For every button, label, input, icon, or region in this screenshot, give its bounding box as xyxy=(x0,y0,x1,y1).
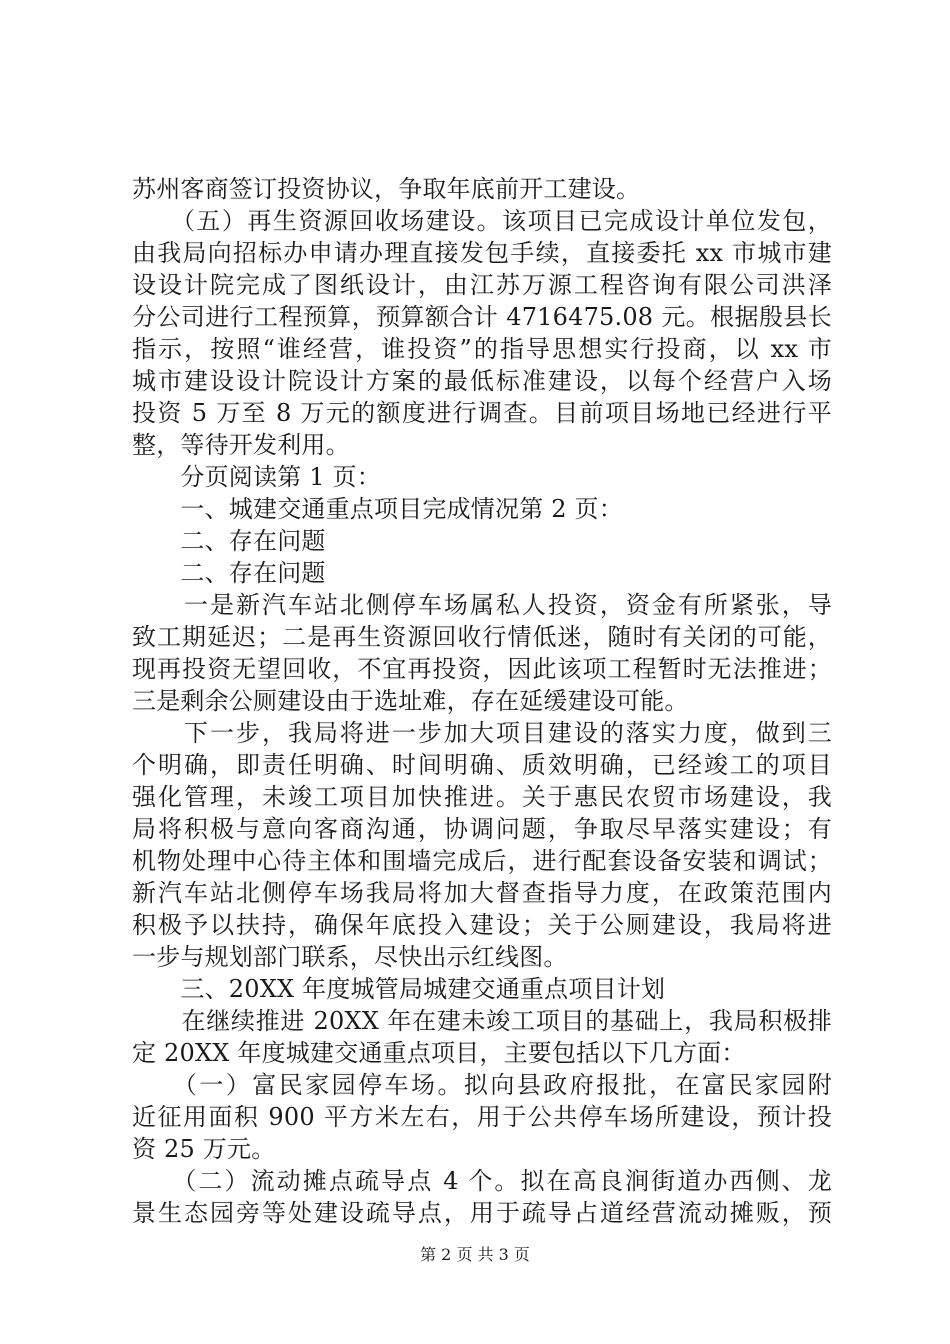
text-line: （二）流动摊点疏导点 4 个。拟在高良涧街道办西侧、龙 xyxy=(132,1167,832,1195)
section-heading: 三、20XX 年度城管局城建交通重点项目计划 xyxy=(132,975,666,1003)
text-line: 指示，按照“谁经营，谁投资”的指导思想实行投商，以 xx 市 xyxy=(132,335,832,363)
text-line: 在继续推进 20XX 年在建未竣工项目的基础上，我局积极排 xyxy=(132,1007,832,1035)
text-line: 近征用面积 900 平方米左右，用于公共停车场所建设，预计投 xyxy=(132,1103,832,1131)
text-line: 设设计院完成了图纸设计，由江苏万源工程咨询有限公司洪泽 xyxy=(132,271,832,299)
text-line: 分公司进行工程预算，预算额合计 4716475.08 元。根据殷县长 xyxy=(132,303,832,331)
text-line: 由我局向招标办申请办理直接发包手续，直接委托 xx 市城市建 xyxy=(132,239,832,267)
text-line: 强化管理，未竣工项目加快推进。关于惠民农贸市场建设，我 xyxy=(132,783,832,811)
text-line: 一是新汽车站北侧停车场属私人投资，资金有所紧张，导 xyxy=(132,591,832,619)
text-line: 定 20XX 年度城建交通重点项目，主要包括以下几方面： xyxy=(132,1039,746,1067)
page-number-footer: 第 2 页 共 3 页 xyxy=(420,1245,530,1264)
text-line: 投资 5 万至 8 万元的额度进行调查。目前项目场地已经进行平 xyxy=(132,399,832,427)
text-line: 整，等待开发利用。 xyxy=(132,431,350,459)
text-line: 一、城建交通重点项目完成情况第 2 页： xyxy=(132,495,623,523)
text-line: 分页阅读第 1 页： xyxy=(132,463,381,491)
text-line: 个明确，即责任明确、时间明确、质效明确，已经竣工的项目 xyxy=(132,751,832,779)
text-line: 三是剩余公厕建设由于选址难，存在延缓建设可能。 xyxy=(132,687,689,715)
text-line: （五）再生资源回收场建设。该项目已完成设计单位发包， xyxy=(132,207,832,235)
text-line: 致工期延迟；二是再生资源回收行情低迷，随时有关闭的可能， xyxy=(132,623,832,651)
text-line: 二、存在问题 xyxy=(132,527,326,555)
text-line: 景生态园旁等处建设疏导点，用于疏导占道经营流动摊贩，预 xyxy=(132,1199,832,1227)
text-line: 下一步，我局将进一步加大项目建设的落实力度，做到三 xyxy=(132,719,832,747)
text-line: 资 25 万元。 xyxy=(132,1135,276,1163)
text-line: 城市建设设计院设计方案的最低标准建设，以每个经营户入场 xyxy=(132,367,832,395)
text-line: 一步与规划部门联系，尽快出示红线图。 xyxy=(132,943,568,971)
text-line: 现再投资无望回收，不宜再投资，因此该项工程暂时无法推进； xyxy=(132,655,832,683)
text-line: 新汽车站北侧停车场我局将加大督查指导力度，在政策范围内 xyxy=(132,879,832,907)
text-line: 局将积极与意向客商沟通，协调问题，争取尽早落实建设；有 xyxy=(132,815,832,843)
text-line: 苏州客商签订投资协议，争取年底前开工建设。 xyxy=(132,175,641,203)
text-line: （一）富民家园停车场。拟向县政府报批，在富民家园附 xyxy=(132,1071,832,1099)
text-line: 二、存在问题 xyxy=(132,559,326,587)
text-line: 积极予以扶持，确保年底投入建设；关于公厕建设，我局将进 xyxy=(132,911,832,939)
text-line: 机物处理中心待主体和围墙完成后，进行配套设备安装和调试； xyxy=(132,847,832,875)
